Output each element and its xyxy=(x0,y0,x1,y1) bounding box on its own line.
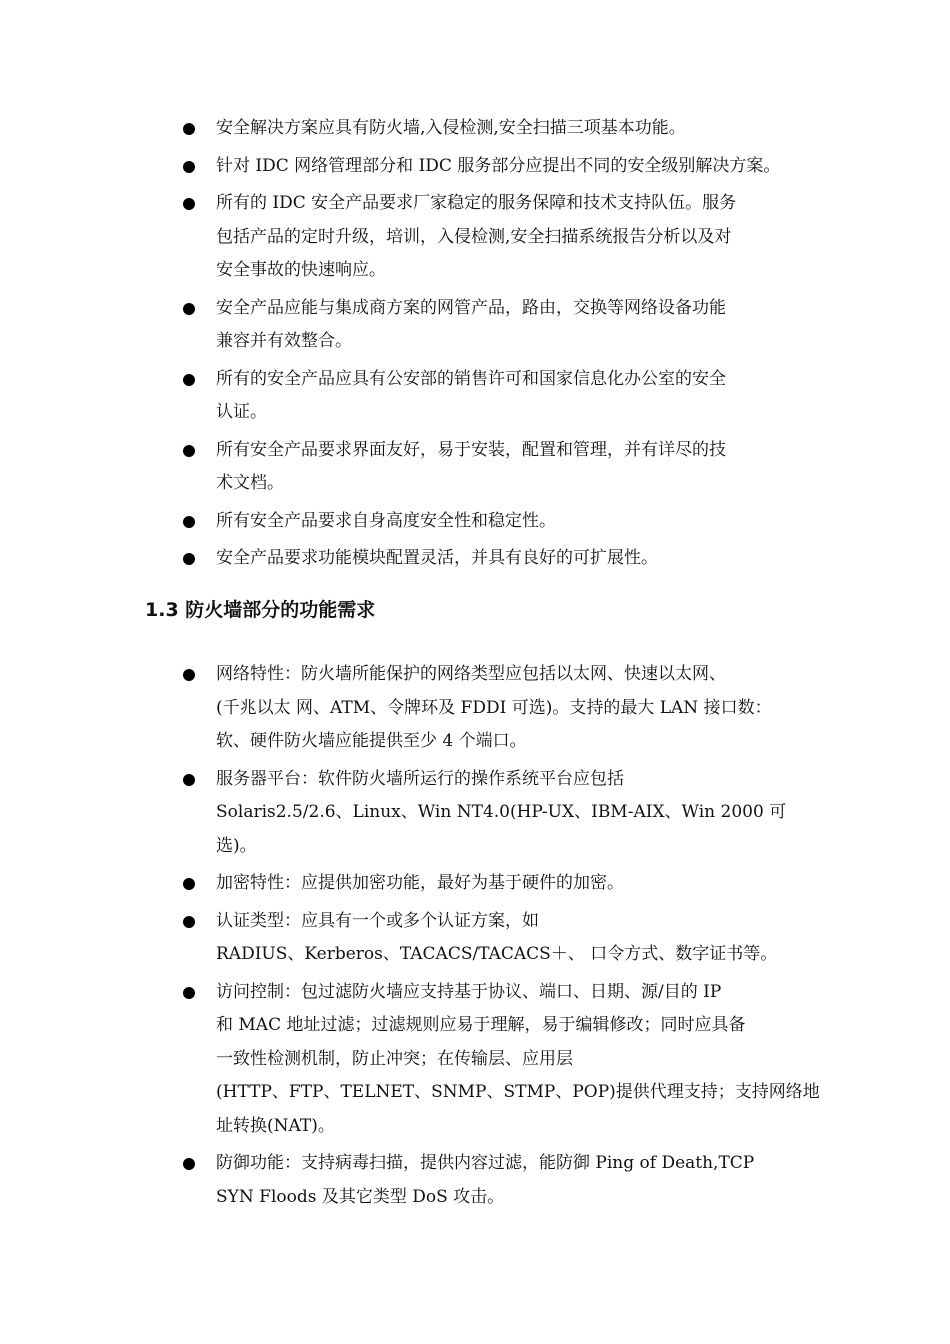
bullet-icon xyxy=(183,374,195,386)
list-item xyxy=(0,867,806,901)
item-text-line: 针对 IDC 网络管理部分和 IDC 服务部分应提出不同的安全级别解决方案。 xyxy=(216,155,781,176)
item-text-line: 认证。 xyxy=(216,402,267,422)
item-text-line: 选)。 xyxy=(216,835,257,856)
list-item xyxy=(0,542,806,576)
bullet-icon xyxy=(183,1158,195,1170)
item-text-line: 软、硬件防火墙应能提供至少 4 个端口。 xyxy=(216,731,527,751)
bullet-icon xyxy=(183,445,195,457)
item-text-line: 加密特性：应提供加密功能，最好为基于硬件的加密。 xyxy=(216,873,624,893)
item-text-line: (HTTP、FTP、TELNET、SNMP、STMP、POP)提供代理支持；支持网络地 xyxy=(216,1082,820,1102)
bullet-icon xyxy=(183,878,195,890)
item-text-line: 和 MAC 地址过滤；过滤规则应易于理解，易于编辑修改；同时应具备 xyxy=(216,1015,746,1035)
item-text-line: 安全解决方案应具有防火墙,入侵检测,安全扫描三项基本功能。 xyxy=(216,118,686,138)
bullet-icon xyxy=(183,987,195,999)
item-text-line: 址转换(NAT)。 xyxy=(216,1115,335,1136)
bullet-icon xyxy=(183,916,195,928)
list-item xyxy=(0,112,806,146)
item-text-line: 安全事故的快速响应。 xyxy=(216,260,386,280)
item-text-line: 访问控制：包过滤防火墙应支持基于协议、端口、日期、源/目的 IP xyxy=(216,981,722,1002)
bullet-icon xyxy=(183,669,195,681)
requirements-list xyxy=(0,112,950,580)
item-text-line: 所有安全产品要求界面友好，易于安装，配置和管理，并有详尽的技 xyxy=(216,439,726,460)
list-item xyxy=(0,187,806,288)
section-heading: 1.3 防火墙部分的功能需求 xyxy=(145,599,376,621)
bullet-icon xyxy=(183,198,195,210)
list-item xyxy=(0,505,806,539)
item-text-line: 网络特性：防火墙所能保护的网络类型应包括以太网、快速以太网、 xyxy=(216,664,726,684)
bullet-icon xyxy=(183,774,195,786)
list-item xyxy=(0,434,806,501)
item-text-line: 包括产品的定时升级，培训，入侵检测,安全扫描系统报告分析以及对 xyxy=(216,226,732,247)
item-text-line: 认证类型：应具有一个或多个认证方案，如 xyxy=(216,910,539,931)
item-text-line: SYN Floods 及其它类型 DoS 攻击。 xyxy=(216,1186,505,1207)
item-text-line: RADIUS、Kerberos、TACACS/TACACS＋、 口令方式、数字证书等。 xyxy=(216,944,778,964)
list-item xyxy=(0,363,806,430)
firewall-requirements-list xyxy=(0,658,950,1218)
bullet-icon xyxy=(183,123,195,135)
bullet-icon xyxy=(183,303,195,315)
bullet-icon xyxy=(183,553,195,565)
list-item xyxy=(0,658,806,759)
item-text-line: 兼容并有效整合。 xyxy=(216,331,352,351)
bullet-icon xyxy=(183,161,195,173)
list-item xyxy=(0,976,820,1144)
item-text-line: 术文档。 xyxy=(216,473,284,493)
item-text-line: 所有的 IDC 安全产品要求厂家稳定的服务保障和技术支持队伍。服务 xyxy=(216,193,737,213)
item-text-line: (千兆以太 网、ATM、令牌环及 FDDI 可选)。支持的最大 LAN 接口数： xyxy=(216,697,772,718)
list-item xyxy=(0,292,806,359)
item-text-line: Solaris2.5/2.6、Linux、Win NT4.0(HP-UX、IBM-AIX、Win 2000 可 xyxy=(216,802,787,822)
item-text-line: 防御功能：支持病毒扫描，提供内容过滤，能防御 Ping of Death,TCP xyxy=(216,1153,755,1173)
item-text-line: 一致性检测机制，防止冲突；在传输层、应用层 xyxy=(216,1048,573,1069)
item-text-line: 所有安全产品要求自身高度安全性和稳定性。 xyxy=(216,510,556,531)
list-item xyxy=(0,1147,806,1214)
list-item xyxy=(0,150,806,184)
bullet-icon xyxy=(183,516,195,528)
item-text-line: 所有的安全产品应具有公安部的销售许可和国家信息化办公室的安全 xyxy=(216,368,726,389)
item-text-line: 安全产品要求功能模块配置灵活，并具有良好的可扩展性。 xyxy=(216,548,658,568)
item-text-line: 安全产品应能与集成商方案的网管产品，路由，交换等网络设备功能 xyxy=(216,297,726,318)
list-item xyxy=(0,905,806,972)
list-item xyxy=(0,763,806,864)
item-text-line: 服务器平台：软件防火墙所运行的操作系统平台应包括 xyxy=(216,768,624,789)
